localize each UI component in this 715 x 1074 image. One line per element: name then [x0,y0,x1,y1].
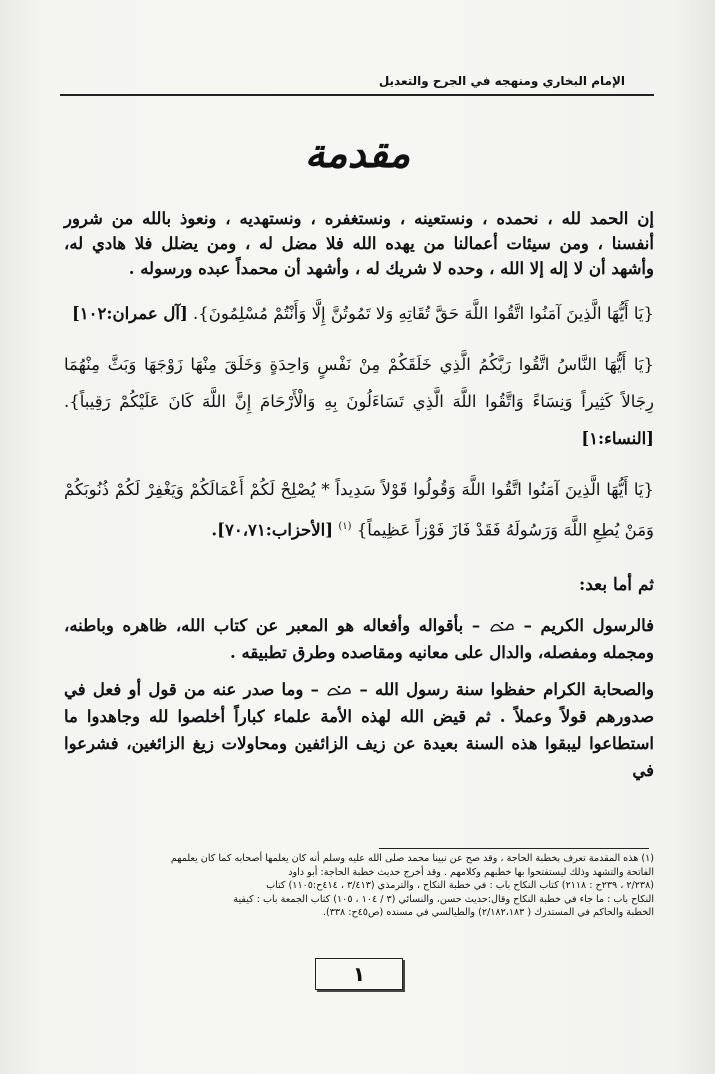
footnote-rule [379,848,649,849]
verse-al-imran [64,295,654,332]
header-rule [60,94,654,96]
verse-text: {يَا أَيُّهَا الَّذِينَ آمَنُوا اتَّقُوا اللَّهَ وَقُولُوا قَوْلاً سَدِيداً * يُصْلِحْ لَكُمْ أَعْمَالَكُمْ وَيَغْفِرْ لَكُمْ ذُنُوبَكُمْ وَمَنْ يُطِعِ اللَّهَ وَرَسُولَهُ فَقَدْ فَازَ فَوْزاً عَظِيماً} [64,480,654,540]
paragraph-text: – وما صدر عنه من قول أو فعل في صدورهم قولاً وعملاً . ثم قيض الله لهذه الأمة علماء كباراً أخلصوا لله وجاهدوا ما استطاعوا ليبقوا هذه السنة بعيدة عن زيف الزائفين ومحاولات زيغ الزائغين، فشرعوا في [64,679,654,780]
page-title: مقدمة [304,130,411,177]
paragraph-text: فالرسول الكريم – [523,615,655,635]
footnote-line: (١) هذه المقدمة تعرف بخطبة الحاجة ، وقد صح عن نبينا محمد صلى الله عليه وسلم أنه كان يعلمها أصحابه كما كان يعلمهم [170,853,654,864]
running-header: الإمام البخاري ومنهجه في الجرح والتعديل [378,74,625,88]
paragraph-text: والصحابة الكرام حفظوا سنة رسول الله – [359,679,655,699]
main-text [64,206,654,784]
salawat-calligraphy-icon [326,683,352,697]
section-heading: ثم أما بعد: [578,574,654,595]
verse-an-nisa [64,346,654,457]
salawat-calligraphy-icon [489,619,515,633]
verse-reference: [آل عمران:١٠٢] [71,304,188,323]
footnotes [64,852,654,920]
paragraph-text: – بأقواله وأفعاله هو المعبر عن كتاب الله، ظاهره وباطنه، ومجمله ومفصله، والدال على معانيه ومقاصده وطرق تطبيقه . [64,615,654,662]
page-number: ١ [315,958,403,990]
footnote-line: النكاح باب : ما جاء في خطبة النكاح وقال:حديث حسن، والنسائي (٣ / ١٠٤ ، ١٠٥) كتاب الجمعة باب : كيفية [233,893,654,905]
paragraph-messenger [64,612,654,666]
verse-text: {يَا أَيُّهَا النَّاسُ اتَّقُوا رَبَّكُمُ الَّذِي خَلَقَكُمْ مِنْ نَفْسٍ وَاحِدَةٍ وَخَلَقَ مِنْهَا زَوْجَهَا وَبَثَّ مِنْهُمَا رِجَالاً كَثِيراً وَنِسَاءً وَاتَّقُوا اللَّهَ الَّذِي تَسَاءَلُونَ بِهِ وَالْأَرْحَامَ إِنَّ اللَّهَ كَانَ عَلَيْكُمْ رَقِيباً}. [64,355,654,411]
paragraph-companions [64,676,654,784]
footnote-marker: (١) [338,521,352,532]
intro-paragraph: إن الحمد لله ، نحمده ، ونستعينه ، ونستغفره ، ونستهديه ، ونعوذ بالله من شرور أنفسنا ، ومن سيئات أعمالنا من يهده الله فلا مضل له ، ومن يضلل فلا هادي له، وأشهد أن لا إله إلا الله ، وحده لا شريك له ، وأشهد أن محمداً عبده ورسوله . [64,209,654,278]
footnote-line: (٢/٢٣٨ ، ٢٣٩ح : ٢١١٨) كتاب النكاح باب : في خطبة النكاح ، والترمذي (٣/٤١٣ ، ٤١٤ح:١١٠٥) كتاب [266,880,654,891]
verse-reference: [الأحزاب:٧٠،٧١]. [211,520,334,540]
verse-al-ahzab [64,471,654,549]
footnote-line: الفاتحة والتشهد وذلك ليستفتحوا بها خطبهم وكلامهم . وقد أخرج حديث خطبة الحاجة: أبو داود [288,866,654,878]
verse-reference: [النساء:١] [581,429,654,448]
footnote-line: الخطبة والحاكم في المستدرك ( ٢/١٨٢،١٨٣) والطيالسي في مسنده (ص٤٥ح: ٣٣٨). [322,907,654,918]
verse-text: {يَا أَيُّهَا الَّذِينَ آمَنُوا اتَّقُوا اللَّهَ حَقَّ تُقَاتِهِ وَلا تَمُوتُنَّ إِلَّا وَأَنْتُمْ مُسْلِمُونَ}. [193,304,654,323]
